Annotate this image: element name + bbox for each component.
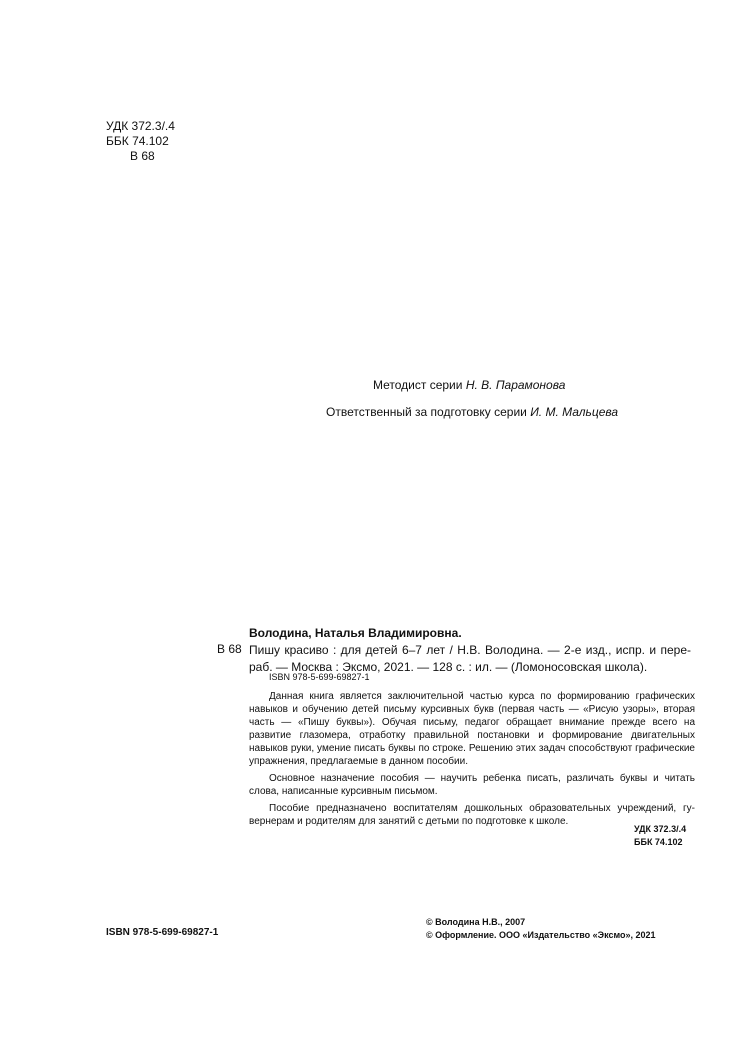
bbk-code: ББК 74.102	[106, 134, 169, 148]
annotation-paragraph: Данная книга является заключительной частью курса по формированию графических навыков и обучению детей письму курсивных букв (первая часть — «Рисую узоры», вторая часть — «Пишу буквы»). Обучая письму, педагог обращает внимание прежде всего на развитие глазомера, отработку правильной постановки и формирование двигательных навыков руки, умение писать буквы по строке. Решению этих задач способствуют графические упражнения, предлагаемые в данном пособии.	[249, 691, 695, 767]
annotation-paragraph: Основное назначение пособия — научить ребенка писать, различать буквы и читать слова, написанные курсивным письмом.	[249, 773, 695, 797]
credit-name: Н. В. Парамонова	[465, 378, 566, 392]
record-isbn: ISBN 978-5-699-69827-1	[269, 672, 370, 682]
classification-block	[106, 119, 175, 164]
annotation-paragraph: Пособие предназначено воспитателям дошкольных образовательных учреждений, гувернерам и родителям для занятий с детьми по подготовке к школе.	[249, 803, 695, 827]
footer-isbn: ISBN 978-5-699-69827-1	[106, 927, 219, 938]
udk-code-bottom: УДК 372.3/.4	[634, 824, 687, 834]
udk-code: УДК 372.3/.4	[106, 119, 175, 133]
record-author: Володина, Наталья Владимировна.	[249, 626, 462, 640]
author-sign: В 68	[130, 149, 155, 163]
copyright-author: © Володина Н.В., 2007	[426, 917, 526, 927]
copyright-block	[426, 916, 656, 942]
classification-bottom	[634, 823, 686, 849]
bbk-code-bottom: ББК 74.102	[634, 837, 683, 847]
credit-role: Ответственный за подготовку серии	[326, 405, 527, 419]
annotation	[249, 690, 695, 832]
credit-name: И. М. Мальцева	[530, 405, 619, 419]
credit-role: Методист серии	[373, 378, 463, 392]
record-description: Пишу красиво : для детей 6–7 лет / Н.В. Володина. — 2-е изд., испр. и перераб. — Москва : Эксмо, 2021. — 128 с. : ил. — (Ломоносовская школа).	[249, 643, 691, 674]
credit-responsible	[326, 405, 618, 419]
copyright-design: © Оформление. ООО «Издательство «Эксмо», 2021	[426, 930, 656, 940]
credit-methodist	[373, 378, 565, 392]
record-author-sign: В 68	[217, 642, 242, 656]
